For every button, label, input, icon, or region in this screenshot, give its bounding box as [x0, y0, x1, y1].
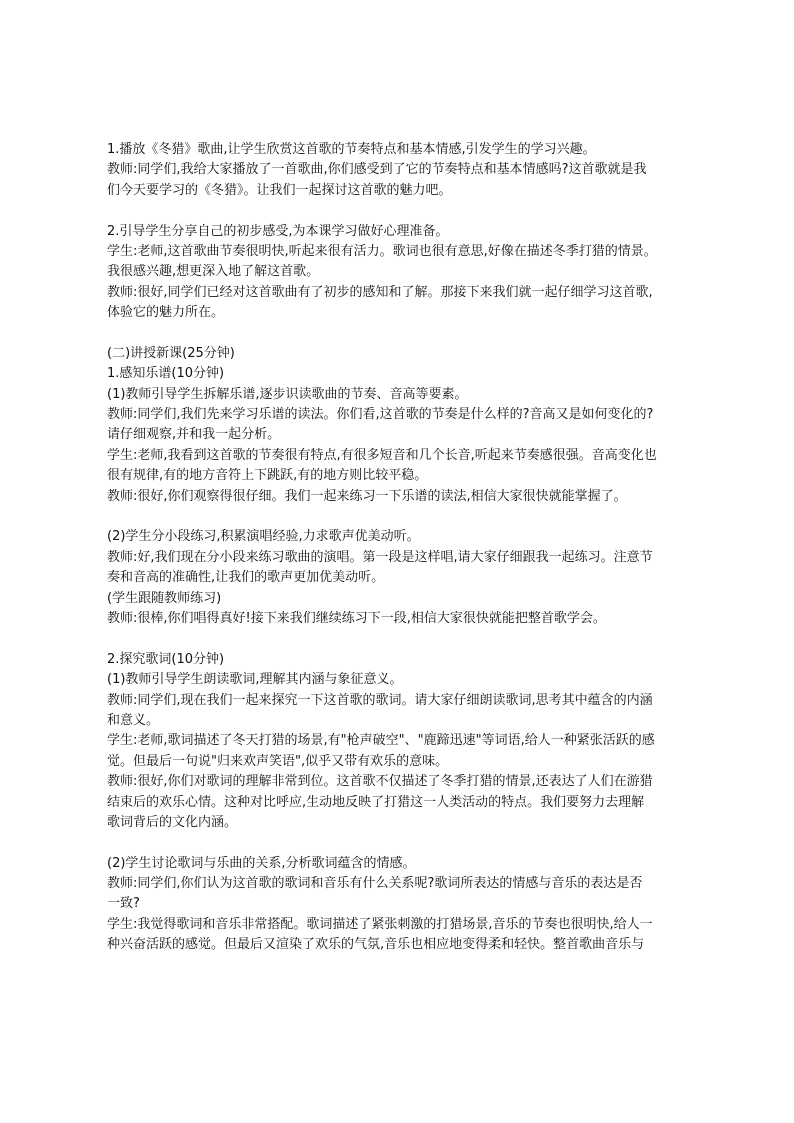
document-body: [107, 140, 697, 956]
text-line: 教师:很好,同学们已经对这首歌曲有了初步的感知和了解。那接下来我们就一起仔细学习这首歌,: [107, 284, 653, 300]
text-line: (2)学生分小段练习,积累演唱经验,力求歌声优美动听。: [107, 529, 420, 545]
text-line: 学生:我觉得歌词和音乐非常搭配。歌词描述了紧张刺激的打猎场景,音乐的节奏也很明快,给人一: [107, 916, 653, 932]
text-line: 1.感知乐谱(10分钟): [107, 366, 225, 382]
text-line: (1)教师引导学生朗读歌词,理解其内涵与象征意义。: [107, 672, 403, 688]
text-line: 教师:好,我们现在分小段来练习歌曲的演唱。第一段是这样唱,请大家仔细跟我一起练习。注意节: [107, 549, 653, 565]
text-line: 很有规律,有的地方音符上下跳跃,有的地方则比较平稳。: [107, 468, 428, 484]
text-line: (二)讲授新课(25分钟): [107, 345, 235, 361]
text-line: 教师:同学们,现在我们一起来探究一下这首歌的歌词。请大家仔细朗读歌词,思考其中蕴含的内涵: [107, 692, 653, 708]
text-line: 体验它的魅力所在。: [107, 305, 225, 321]
text-line: 歌词背后的文化内涵。: [107, 814, 238, 830]
text-line: 教师:很棒,你们唱得真好!接下来我们继续练习下一段,相信大家很快就能把整首歌学会。: [107, 610, 606, 626]
text-line: 种兴奋活跃的感觉。但最后又渲染了欢乐的气氛,音乐也相应地变得柔和轻快。整首歌曲音乐与: [107, 937, 645, 953]
text-line: 教师:很好,你们对歌词的理解非常到位。这首歌不仅描述了冬季打猎的情景,还表达了人们在游猎: [107, 774, 653, 790]
text-line: 教师:同学们,我给大家播放了一首歌曲,你们感受到了它的节奏特点和基本情感吗?这首歌就是我: [107, 162, 647, 178]
text-line: 学生:老师,这首歌曲节奏很明快,听起来很有活力。歌词也很有意思,好像在描述冬季打猎的情景。: [107, 243, 657, 259]
text-line: 学生:老师,歌词描述了冬天打猎的场景,有"枪声破空"、"鹿蹄迅速"等词语,给人一种紧张活跃的感: [107, 733, 655, 749]
paragraph-gap: [107, 507, 697, 527]
text-line: 2.探究歌词(10分钟): [107, 651, 225, 667]
paragraph-gap: [107, 833, 697, 853]
text-line: 1.播放《冬猎》歌曲,让学生欣赏这首歌的节奏特点和基本情感,引发学生的学习兴趣。: [107, 142, 596, 157]
text-line: 请仔细观察,并和我一起分析。: [107, 427, 281, 443]
text-line: 教师:同学们,你们认为这首歌的歌词和音乐有什么关系呢?歌词所表达的情感与音乐的表达是否: [107, 876, 643, 892]
text-line: (学生跟随教师练习): [107, 590, 222, 606]
text-line: 觉。但最后一句说"归来欢声笑语",似乎又带有欢乐的意味。: [107, 753, 449, 769]
paragraph-gap: [107, 201, 697, 221]
text-line: 2.引导学生分享自己的初步感受,为本课学习做好心理准备。: [107, 223, 449, 239]
text-line: (1)教师引导学生拆解乐谱,逐步识读歌曲的节奏、音高等要素。: [107, 386, 468, 402]
text-line: 奏和音高的准确性,让我们的歌声更加优美动听。: [107, 570, 385, 586]
text-line: 教师:同学们,我们先来学习乐谱的读法。你们看,这首歌的节奏是什么样的?音高又是如何变化的?: [107, 407, 654, 423]
text-line: 学生:老师,我看到这首歌的节奏很有特点,有很多短音和几个长音,听起来节奏感很强。音高变化也: [107, 447, 657, 463]
text-line: 我很感兴趣,想更深入地了解这首歌。: [107, 264, 320, 280]
text-line: 们今天要学习的《冬猎》。让我们一起探讨这首歌的魅力吧。: [107, 182, 452, 198]
text-line: 教师:很好,你们观察得很仔细。我们一起来练习一下乐谱的读法,相信大家很快就能掌握了。: [107, 488, 627, 504]
text-line: (2)学生讨论歌词与乐曲的关系,分析歌词蕴含的情感。: [107, 855, 416, 871]
text-line: 结束后的欢乐心情。这种对比呼应,生动地反映了打猎这一人类活动的特点。我们要努力去理解: [107, 794, 645, 810]
text-line: 一致?: [107, 896, 140, 912]
paragraph-gap: [107, 629, 697, 649]
paragraph-gap: [107, 324, 697, 344]
text-line: 和意义。: [107, 712, 160, 728]
